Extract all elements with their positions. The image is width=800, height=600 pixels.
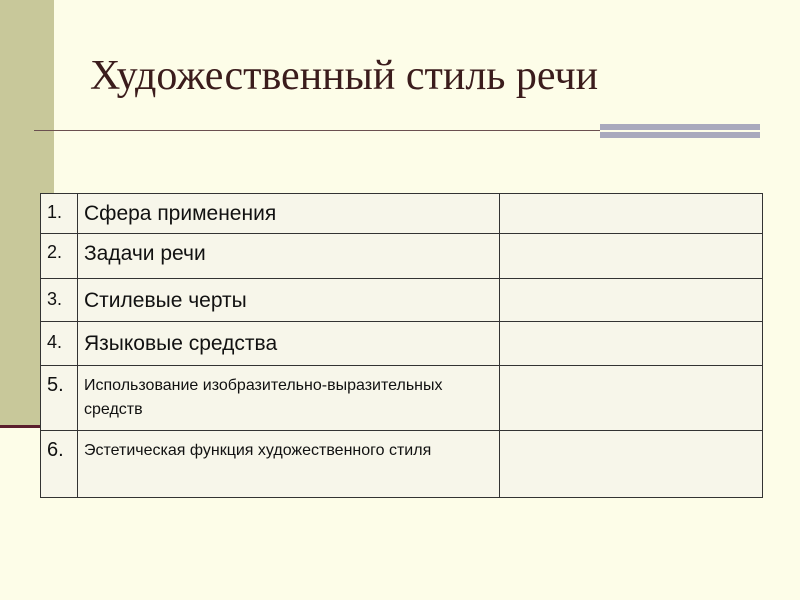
table-row [41,431,763,498]
row-label: Сфера применения [78,194,500,234]
table-row [41,322,763,366]
title-accent-bar [600,124,760,138]
row-value-cell [500,366,763,431]
row-number: 3. [41,279,78,322]
row-value-cell [500,234,763,279]
row-number: 2. [41,234,78,279]
title-underline [34,130,604,131]
row-value-cell [500,194,763,234]
table-row [41,366,763,431]
row-value-cell [500,431,763,498]
table-row [41,194,763,234]
row-label: Эстетическая функция художественного стиля [78,431,500,498]
row-number: 4. [41,322,78,366]
table-row [41,234,763,279]
row-label: Использование изобразительно-выразительных средств [78,366,500,431]
row-label: Задачи речи [78,234,500,279]
row-value-cell [500,279,763,322]
row-number: 1. [41,194,78,234]
row-value-cell [500,322,763,366]
row-number: 5. [41,366,78,431]
table-row [41,279,763,322]
row-number: 6. [41,431,78,498]
style-features-table [40,193,763,498]
slide-title: Художественный стиль речи [90,53,599,99]
row-label: Стилевые черты [78,279,500,322]
row-label: Языковые средства [78,322,500,366]
